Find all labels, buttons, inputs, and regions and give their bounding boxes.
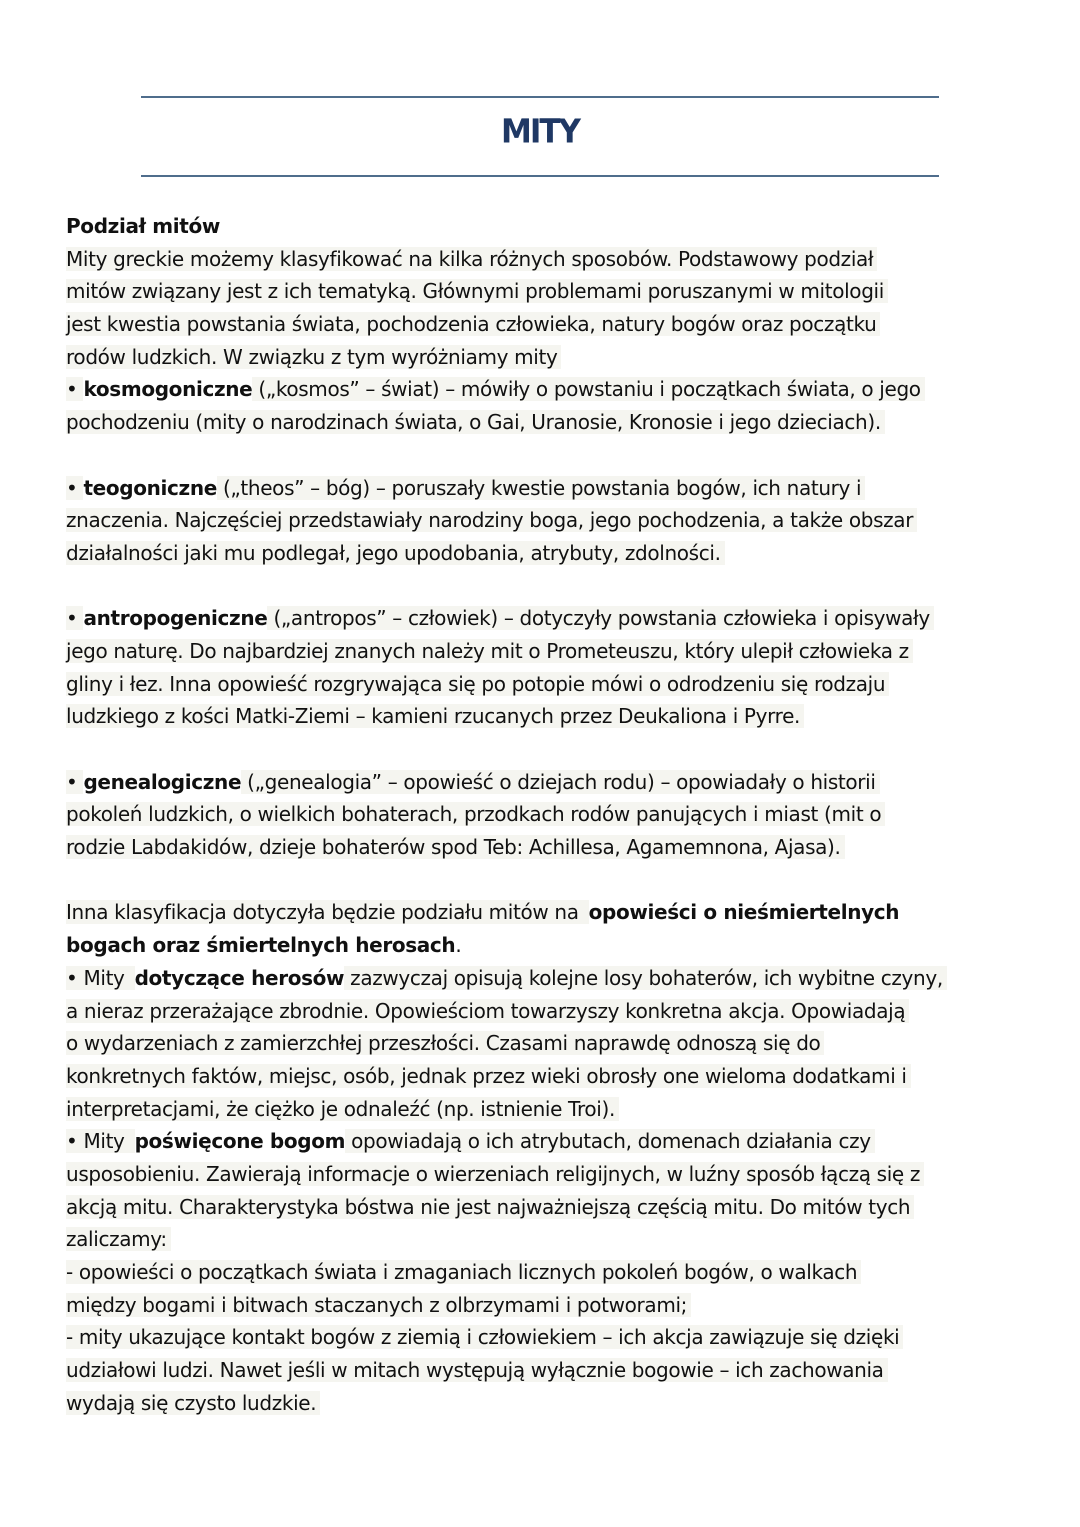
category-text: ludzkiego z kości Matki-Ziemi – kamieni rzucanych przez Deukaliona i Pyrre. (66, 704, 804, 728)
title-rule-top (141, 96, 939, 98)
heroes-prefix: • Mity (66, 966, 135, 990)
gods-text: między bogami i bitwach staczanych z olbrzymami i potworami; (66, 1293, 691, 1317)
gods-paragraph (66, 1125, 1026, 1158)
gods-text: usposobieniu. Zawierają informacje o wierzeniach religijnych, w luźny sposób łączą się z (66, 1162, 924, 1186)
category-term: genealogiczne (83, 769, 242, 794)
bullet-icon: • (66, 769, 78, 794)
category-line (66, 668, 1026, 701)
heroes-text: a nieraz przerażające zbrodnie. Opowieściom towarzyszy konkretna akcja. Opowiadają (66, 999, 909, 1023)
gods-text: akcją mitu. Charakterystyka bóstwa nie jest najważniejszą częścią mitu. Do mitów tych (66, 1195, 914, 1219)
gods-list-item (66, 1321, 1026, 1354)
heroes-line (66, 1060, 1026, 1093)
page-title: MITY (501, 113, 579, 151)
intro-text: mitów związany jest z ich tematyką. Głównymi problemami poruszanymi w mitologii (66, 279, 888, 303)
category-antropogeniczne (66, 602, 1026, 635)
category-teogoniczne (66, 472, 1026, 505)
title-rule-bottom (141, 175, 939, 177)
gods-line (66, 1354, 1026, 1387)
intro-line (66, 341, 1026, 374)
classification-emphasis: opowieści o nieśmiertelnych (588, 900, 900, 925)
category-text: jego naturę. Do najbardziej znanych należy mit o Prometeuszu, który ulepił człowieka z (66, 639, 913, 663)
classification-emphasis: bogach oraz śmiertelnych herosach (66, 933, 456, 958)
heroes-text: zazwyczaj opisują kolejne losy bohaterów, ich wybitne czyny, (344, 966, 947, 990)
bullet-icon: • (66, 377, 78, 402)
gods-line (66, 1191, 1026, 1224)
category-line (66, 504, 1026, 537)
gods-line (66, 1289, 1026, 1322)
heroes-line (66, 1093, 1026, 1126)
gods-text: zaliczamy: (66, 1227, 171, 1251)
gods-line (66, 1387, 1026, 1420)
category-term: kosmogoniczne (83, 377, 253, 402)
category-line (66, 635, 1026, 668)
gods-text: - mity ukazujące kontakt bogów z ziemią i człowiekiem – ich akcja zawiązuje się dzięki (66, 1325, 903, 1349)
gods-text: opowiadają o ich atrybutach, domenach działania czy (345, 1129, 875, 1153)
category-term: antropogeniczne (83, 606, 268, 631)
classification-text: . (455, 933, 462, 958)
category-line (66, 537, 1026, 570)
category-text: pokoleń ludzkich, o wielkich bohaterach, przodkach rodów panujących i miast (mit o (66, 802, 885, 826)
category-line (66, 700, 1026, 733)
intro-text: jest kwestia powstania świata, pochodzenia człowieka, natury bogów oraz początku (66, 312, 880, 336)
heroes-text: konkretnych faktów, miejsc, osób, jednak przez wieki obrosły one wieloma dodatkami i (66, 1064, 911, 1088)
bullet-icon: • (66, 606, 78, 631)
intro-line (66, 275, 1026, 308)
classification-intro (66, 929, 1026, 962)
gods-text: - opowieści o początkach świata i zmaganiach licznych pokoleń bogów, o walkach (66, 1260, 861, 1284)
category-text: („theos” – bóg) – poruszały kwestie powstania bogów, ich natury i (216, 475, 862, 500)
intro-text: Mity greckie możemy klasyfikować na kilka różnych sposobów. Podstawowy podział (66, 247, 877, 271)
category-text: („genealogia” – opowieść o dziejach rodu) – opowiadały o historii (241, 769, 876, 794)
heroes-text: interpretacjami, że ciężko je odnaleźć (np. istnienie Troi). (66, 1097, 619, 1121)
gods-prefix: • Mity (66, 1129, 135, 1153)
intro-line (66, 243, 1026, 276)
intro-text: rodów ludzkich. W związku z tym wyróżniamy mity (66, 345, 561, 369)
heroes-paragraph (66, 962, 1026, 995)
intro-line (66, 308, 1026, 341)
category-text: gliny i łez. Inna opowieść rozgrywająca się po potopie mówi o odrodzeniu się rodzaju (66, 672, 889, 696)
section-heading (66, 210, 1026, 243)
gods-list-item (66, 1256, 1026, 1289)
category-kosmogoniczne (66, 373, 1026, 406)
bullet-icon: • (66, 475, 78, 500)
gods-line (66, 1223, 1026, 1256)
category-line (66, 406, 1026, 439)
classification-intro (66, 896, 1026, 929)
heroes-text: o wydarzeniach z zamierzchłej przeszłości. Czasami naprawdę odnoszą się do (66, 1031, 824, 1055)
section-heading-text: Podział mitów (66, 214, 221, 238)
category-text: pochodzeniu (mity o narodzinach świata, o Gai, Uranosie, Kronosie i jego dzieciach). (66, 410, 885, 434)
category-text: („antropos” – człowiek) – dotyczyły powstania człowieka i opisywały (267, 606, 930, 631)
category-term: teogoniczne (83, 475, 217, 500)
gods-emphasis: poświęcone bogom (134, 1129, 346, 1154)
classification-text: Inna klasyfikacja dotyczyła będzie podziału mitów na (66, 900, 589, 924)
category-text: („kosmos” – świat) – mówiły o powstaniu i początkach świata, o jego (252, 377, 921, 402)
category-text: znaczenia. Najczęściej przedstawiały narodziny boga, jego pochodzenia, a także obszar (66, 508, 917, 532)
heroes-line (66, 1027, 1026, 1060)
gods-text: wydają się czysto ludzkie. (66, 1391, 320, 1415)
category-text: działalności jaki mu podlegał, jego upodobania, atrybuty, zdolności. (66, 541, 725, 565)
heroes-emphasis: dotyczące herosów (134, 965, 345, 990)
category-genealogiczne (66, 766, 1026, 799)
category-line (66, 798, 1026, 831)
heroes-line (66, 995, 1026, 1028)
category-line (66, 831, 1026, 864)
category-text: rodzie Labdakidów, dzieje bohaterów spod Teb: Achillesa, Agamemnona, Ajasa). (66, 835, 845, 859)
document-body (66, 210, 1026, 1419)
gods-text: udziałowi ludzi. Nawet jeśli w mitach występują wyłącznie bogowie – ich zachowania (66, 1358, 888, 1382)
gods-line (66, 1158, 1026, 1191)
